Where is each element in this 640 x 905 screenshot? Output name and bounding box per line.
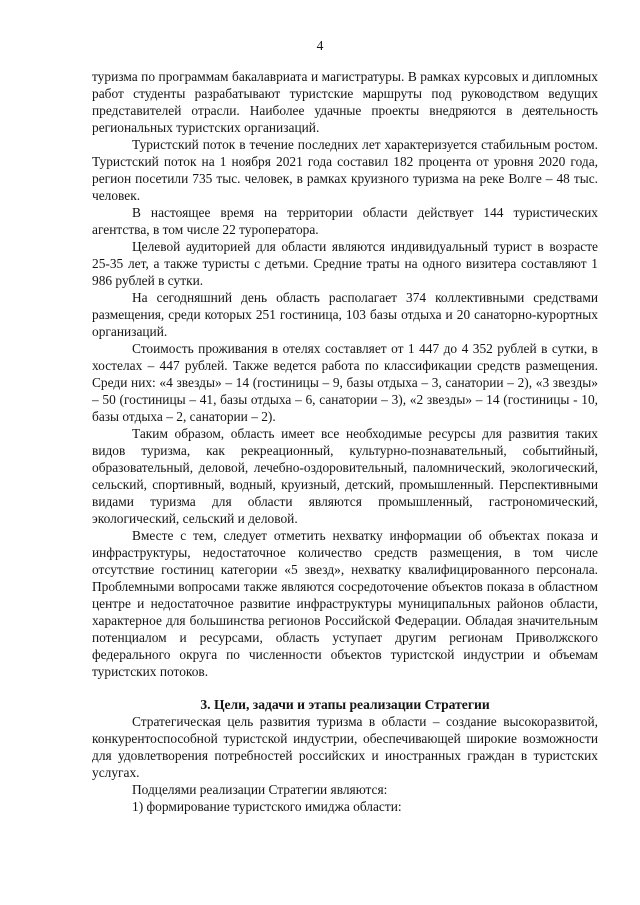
paragraph-problems: Вместе с тем, следует отметить нехватку информации об объектах показа и инфраструктуры, недостаточное количество средств размещения, в том числе отсутствие гостиниц категории «5 звезд», нехватку квалифицированного персонала. Проблемными вопросами также являются сосредоточение объектов показа в областном центре и недостаточное развитие инфраструктуры муниципальных районов области, характерное для большинства регионов Российской Федерации. Обладая значительным потенциалом и ресурсами, область уступает другим регионам Приволжского федерального округа по численности объектов туристской индустрии и объемам туристских потоков.: [92, 528, 598, 679]
document-body: [92, 68, 598, 815]
paragraph-education: туризма по программам бакалавриата и магистратуры. В рамках курсовых и дипломных работ студенты разрабатывают туристские маршруты под руководством ведущих представителей отрасли. Наиболее удачные проекты внедряются в деятельность региональных туристских организаций.: [92, 69, 598, 135]
paragraph-accommodation: На сегодняшний день область располагает 374 коллективными средствами размещения, среди которых 251 гостиница, 103 базы отдыха и 20 санаторно-курортных организаций.: [92, 290, 598, 339]
section-heading: 3. Цели, задачи и этапы реализации Стратегии: [200, 697, 490, 712]
page-number: 4: [316, 38, 324, 53]
paragraph-tourism-types: Таким образом, область имеет все необходимые ресурсы для развития таких видов туризма, как рекреационный, культурно-познавательный, событийный, образовательный, деловой, лечебно-оздоровительный, паломнический, экологический, сельский, спортивный, водный, круизный, детский, промышленный. Перспективными видами туризма для области являются промышленный, гастрономический, экологический, сельский и деловой.: [92, 426, 598, 526]
paragraph-strategic-goal: Стратегическая цель развития туризма в области – создание высокоразвитой, конкурентоспособной туристской индустрии, обеспечивающей широкие возможности для удовлетворения потребностей российских и иностранных граждан в туристских услугах.: [92, 714, 598, 780]
paragraph-subgoals-intro: Подцелями реализации Стратегии являются:: [132, 782, 388, 797]
paragraph-prices-classification: Стоимость проживания в отелях составляет от 1 447 до 4 352 рублей в сутки, в хостелах – 447 рублей. Также ведется работа по классификации средств размещения. Среди них: «4 звезды» – 14 (гостиницы – 9, базы отдыха – 3, санатории – 2), «3 звезды» – 50 (гостиницы – 41, базы отдыха – 6, санатории – 3), «2 звезды» – 14 (гостиницы - 10, базы отдыха – 2, санатории – 2).: [92, 341, 598, 424]
paragraph-tourist-flow: Туристский поток в течение последних лет характеризуется стабильным ростом. Туристский поток на 1 ноября 2021 года составил 182 процента от уровня 2020 года, регион посетили 735 тыс. человек, в рамках круизного туризма на реке Волге – 48 тыс. человек.: [92, 137, 598, 203]
paragraph-travel-agencies: В настоящее время на территории области действует 144 туристических агентства, в том числе 22 туроператора.: [92, 205, 598, 237]
list-item-subgoal-1: 1) формирование туристского имиджа области:: [132, 799, 402, 814]
paragraph-target-audience: Целевой аудиторией для области являются индивидуальный турист в возрасте 25-35 лет, а также туристы с детьми. Средние траты на одного визитера составляют 1 986 рублей в сутки.: [92, 239, 598, 288]
